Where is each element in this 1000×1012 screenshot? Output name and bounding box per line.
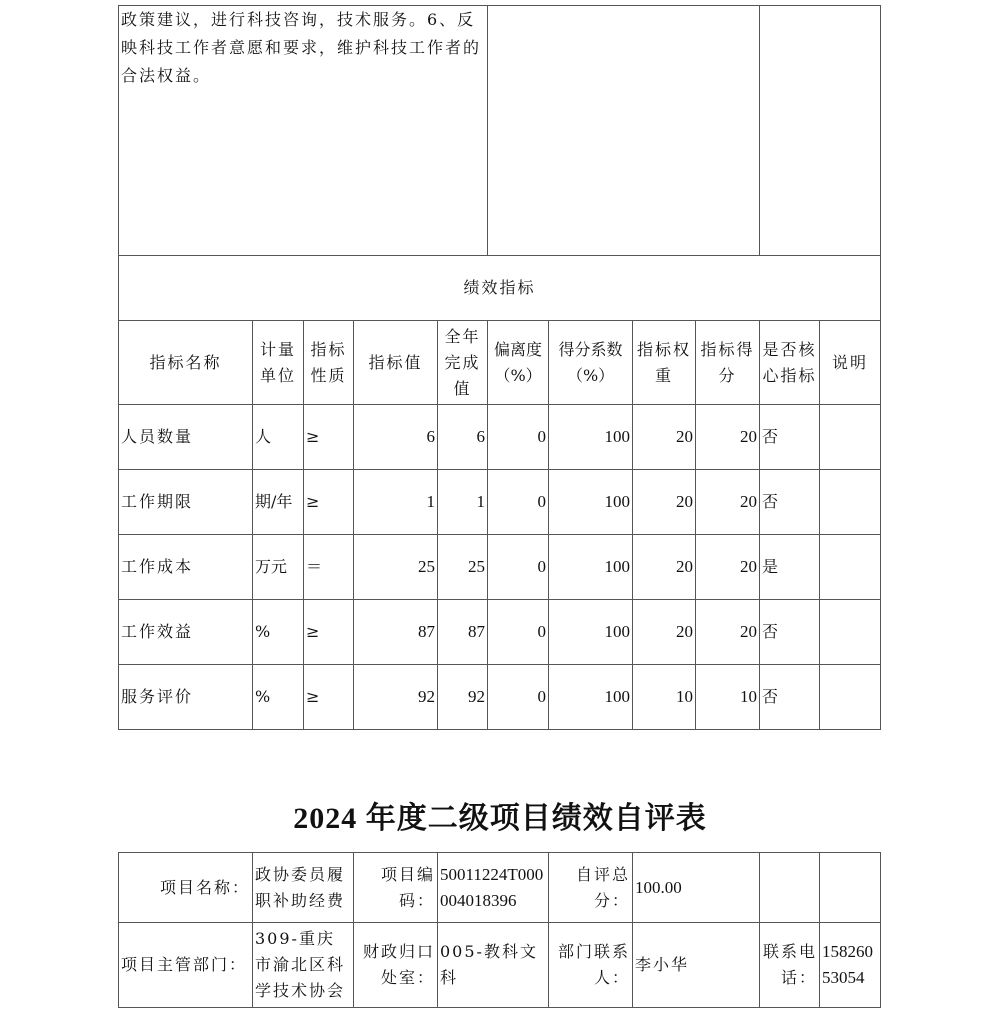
indicator-core: 否: [760, 600, 820, 665]
indicator-nature: ≥: [304, 470, 354, 535]
indicator-coefficient: 100: [549, 405, 633, 470]
project-info-table: [118, 852, 881, 1008]
indicator-coefficient: 100: [549, 535, 633, 600]
indicator-name: 工作期限: [119, 470, 253, 535]
indicator-weight: 20: [633, 405, 696, 470]
indicator-coefficient: 100: [549, 470, 633, 535]
indicator-unit: 万元: [253, 535, 304, 600]
indicator-coefficient: 100: [549, 665, 633, 730]
indicator-deviation: 0: [488, 600, 549, 665]
project-name-value: 政协委员履职补助经费: [253, 853, 354, 923]
dept-value: 309-重庆市渝北区科学技术协会: [253, 923, 354, 1008]
table-row: [119, 470, 881, 535]
project-info-row-2: [119, 923, 881, 1008]
indicator-deviation: 0: [488, 535, 549, 600]
indicator-coefficient: 100: [549, 600, 633, 665]
header-nature: 指标性质: [304, 321, 354, 405]
indicator-unit: 人: [253, 405, 304, 470]
indicator-note: [820, 600, 881, 665]
dept-label: 项目主管部门：: [119, 923, 253, 1008]
form-title: 2024 年度二级项目绩效自评表: [293, 802, 707, 835]
indicator-score: 20: [696, 535, 760, 600]
indicator-actual: 87: [438, 600, 488, 665]
indicator-target: 87: [354, 600, 438, 665]
indicator-target: 6: [354, 405, 438, 470]
header-coefficient: 得分系数（%）: [549, 321, 633, 405]
indicator-actual: 1: [438, 470, 488, 535]
indicator-nature: ≥: [304, 665, 354, 730]
table-row: [119, 665, 881, 730]
project-name-label: 项目名称：: [119, 853, 253, 923]
indicator-score: 20: [696, 470, 760, 535]
indicator-note: [820, 405, 881, 470]
indicator-name: 工作成本: [119, 535, 253, 600]
self-score-value: 100.00: [633, 853, 760, 923]
finance-value: 005-教科文科: [438, 923, 549, 1008]
indicator-deviation: 0: [488, 405, 549, 470]
header-unit: 计量单位: [253, 321, 304, 405]
header-core: 是否核心指标: [760, 321, 820, 405]
indicator-score: 20: [696, 405, 760, 470]
phone-value: 15826053054: [820, 923, 881, 1008]
header-actual: 全年完成值: [438, 321, 488, 405]
empty-cell: [760, 6, 881, 256]
header-deviation: 偏离度（%）: [488, 321, 549, 405]
empty-cell: [488, 6, 760, 256]
indicator-note: [820, 535, 881, 600]
indicator-weight: 20: [633, 470, 696, 535]
contact-value: 李小华: [633, 923, 760, 1008]
indicator-unit: 期/年: [253, 470, 304, 535]
indicator-nature: ≥: [304, 405, 354, 470]
indicator-nature: ≥: [304, 600, 354, 665]
performance-table: [118, 5, 881, 730]
header-weight: 指标权重: [633, 321, 696, 405]
indicator-target: 1: [354, 470, 438, 535]
header-row: [119, 321, 881, 405]
indicator-actual: 92: [438, 665, 488, 730]
project-code-value: 50011224T000004018396: [438, 853, 549, 923]
indicator-nature: ＝: [304, 535, 354, 600]
indicator-target: 92: [354, 665, 438, 730]
project-code-label: 项目编码：: [354, 853, 438, 923]
header-name: 指标名称: [119, 321, 253, 405]
description-cell: 政策建议，进行科技咨询，技术服务。6、反映科技工作者意愿和要求，维护科技工作者的合法权益。: [119, 6, 488, 256]
header-score: 指标得分: [696, 321, 760, 405]
indicator-actual: 25: [438, 535, 488, 600]
indicator-note: [820, 470, 881, 535]
header-target: 指标值: [354, 321, 438, 405]
indicator-actual: 6: [438, 405, 488, 470]
indicator-core: 是: [760, 535, 820, 600]
table-row: [119, 405, 881, 470]
indicator-deviation: 0: [488, 470, 549, 535]
indicator-score: 20: [696, 600, 760, 665]
indicator-weight: 10: [633, 665, 696, 730]
indicator-unit: %: [253, 665, 304, 730]
contact-label: 部门联系人：: [549, 923, 633, 1008]
section-title: 绩效指标: [119, 256, 881, 321]
header-note: 说明: [820, 321, 881, 405]
project-info-row-1: [119, 853, 881, 923]
indicator-name: 服务评价: [119, 665, 253, 730]
indicator-weight: 20: [633, 535, 696, 600]
indicator-core: 否: [760, 665, 820, 730]
indicator-target: 25: [354, 535, 438, 600]
indicator-unit: %: [253, 600, 304, 665]
indicator-weight: 20: [633, 600, 696, 665]
indicator-name: 人员数量: [119, 405, 253, 470]
indicator-core: 否: [760, 470, 820, 535]
table-row: [119, 535, 881, 600]
indicator-deviation: 0: [488, 665, 549, 730]
description-row: [119, 6, 881, 256]
empty-cell: [820, 853, 881, 923]
indicator-note: [820, 665, 881, 730]
empty-cell: [760, 853, 820, 923]
table-row: [119, 600, 881, 665]
section-title-row: [119, 256, 881, 321]
self-score-label: 自评总分：: [549, 853, 633, 923]
phone-label: 联系电话：: [760, 923, 820, 1008]
indicator-name: 工作效益: [119, 600, 253, 665]
finance-label: 财政归口处室：: [354, 923, 438, 1008]
indicator-core: 否: [760, 405, 820, 470]
performance-rows: [119, 405, 881, 730]
indicator-score: 10: [696, 665, 760, 730]
